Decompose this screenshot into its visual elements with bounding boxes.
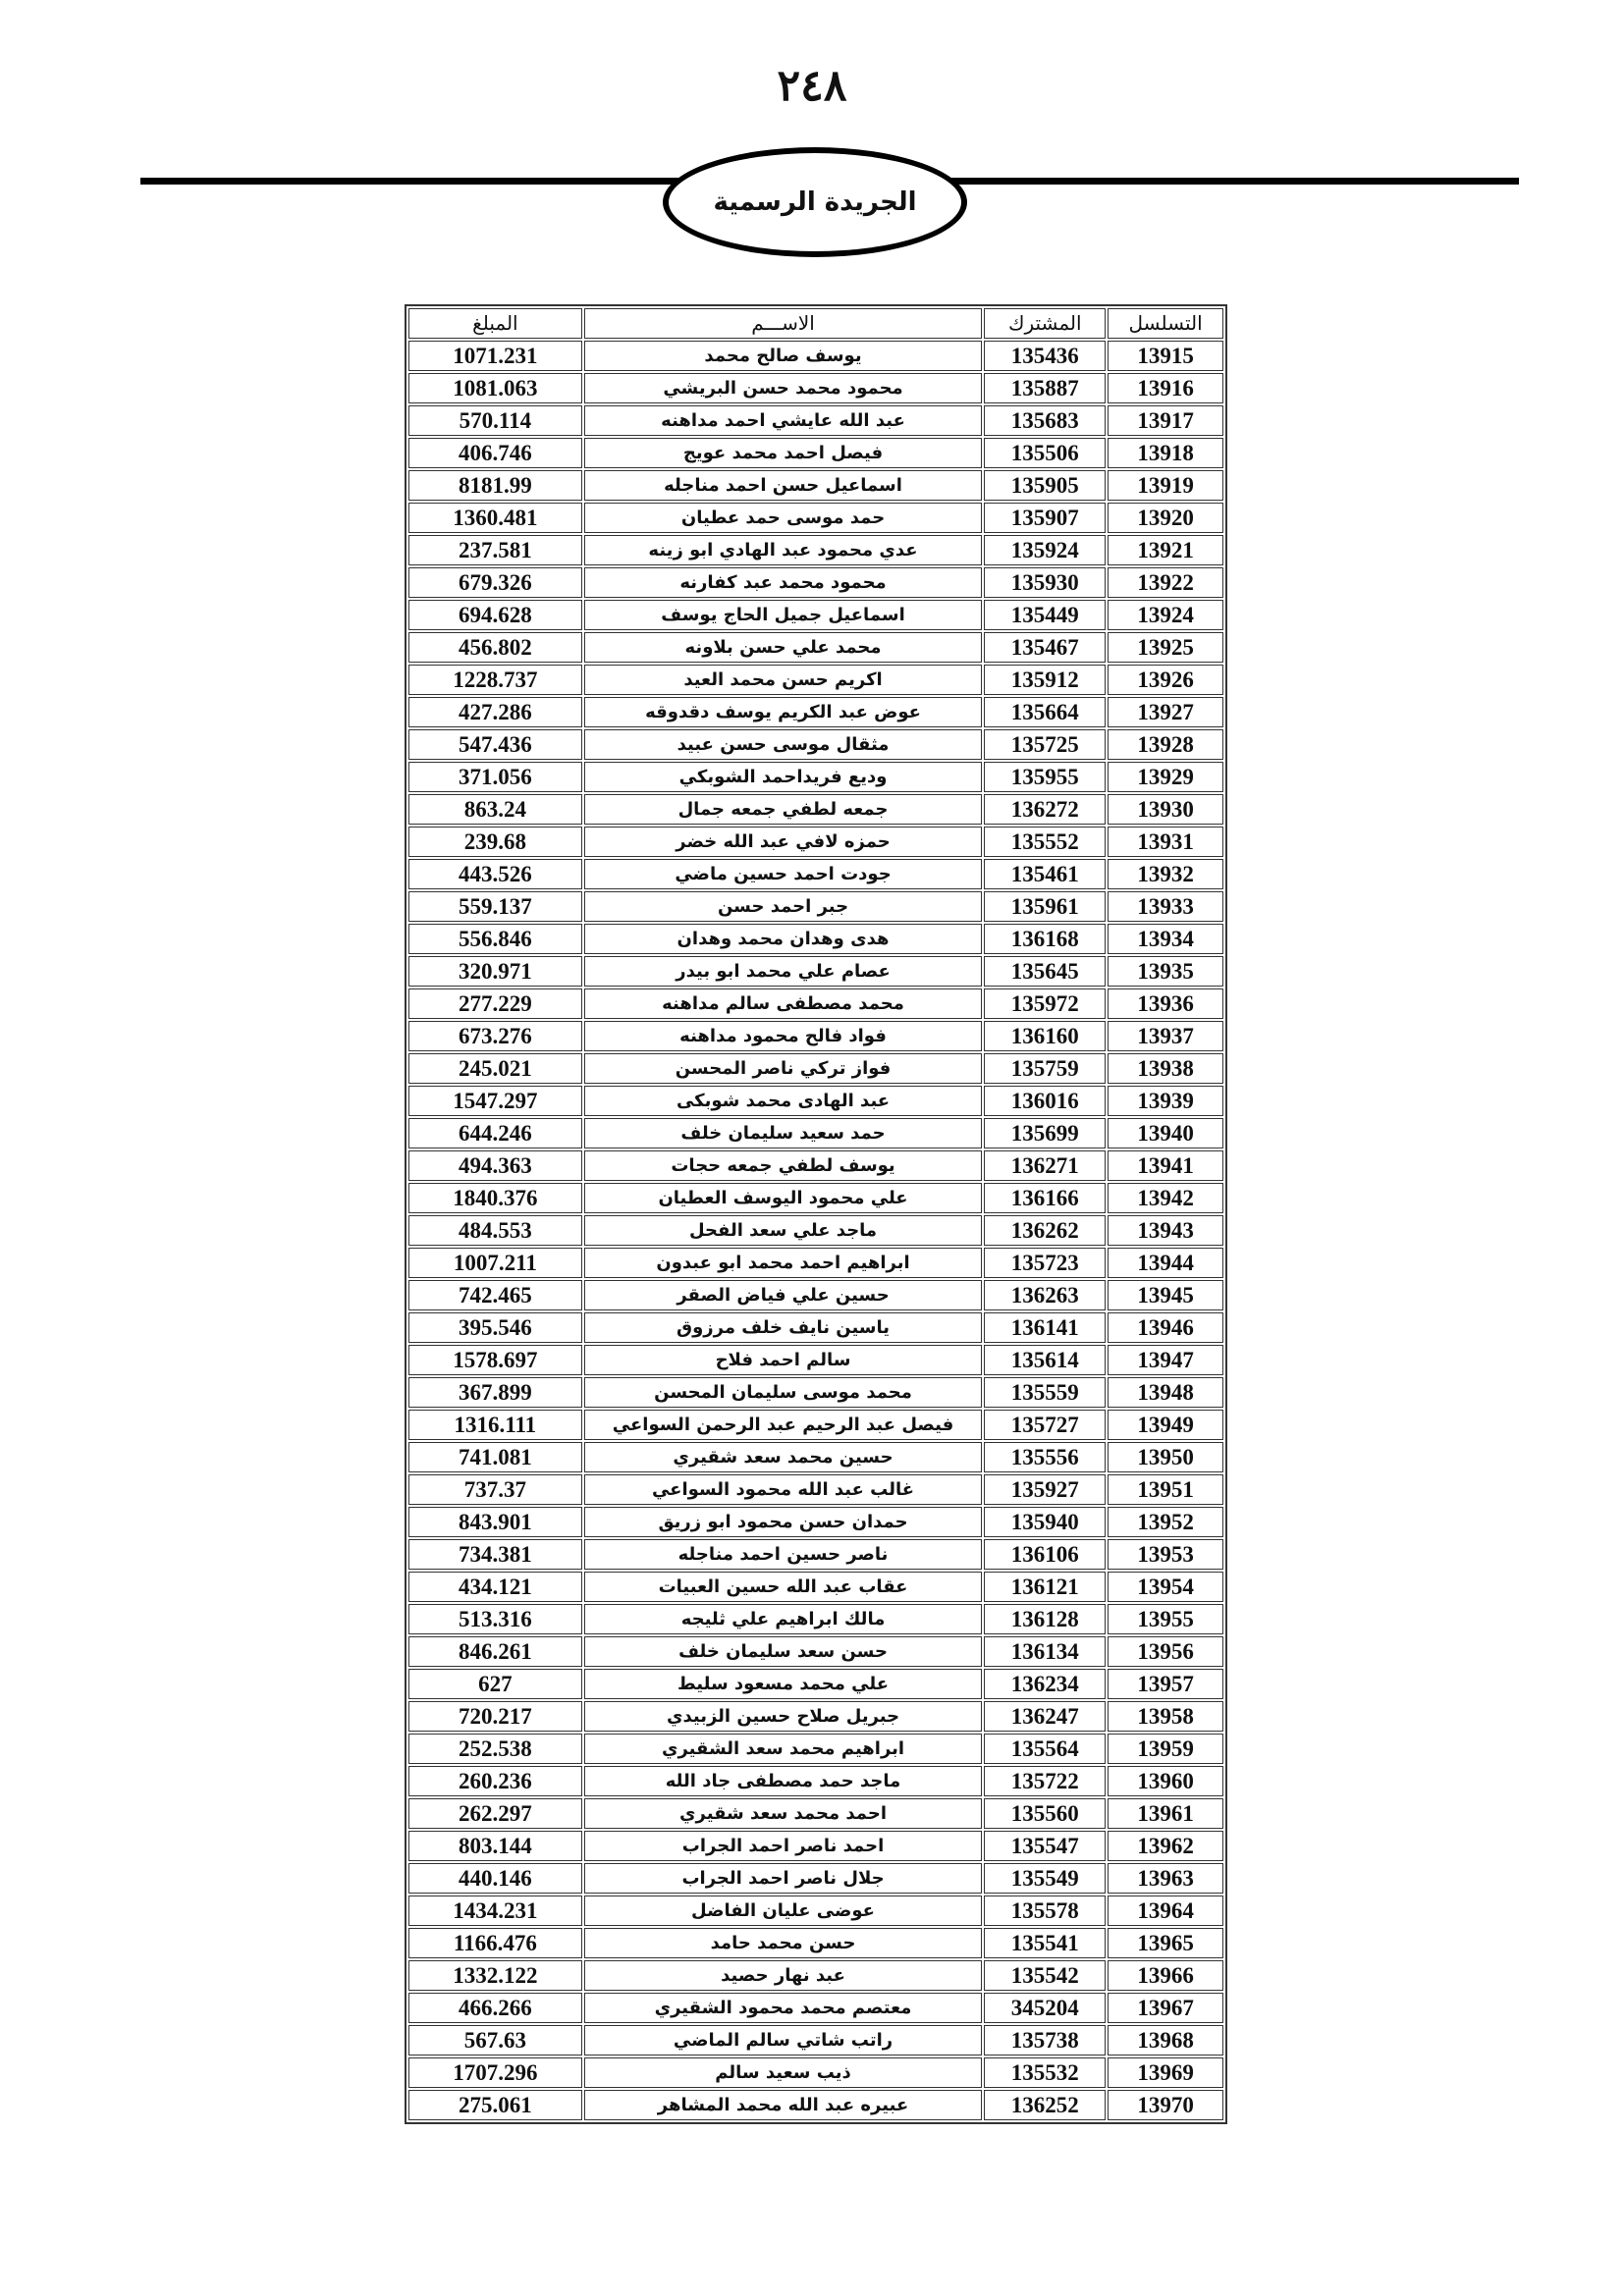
name-cell: عبيره عبد الله محمد المشاهر xyxy=(584,2090,983,2120)
name-cell: حمد سعيد سليمان خلف xyxy=(584,1118,983,1148)
amount-cell: 1228.737 xyxy=(408,665,582,695)
subscriber-cell: 135449 xyxy=(984,600,1106,630)
table-row xyxy=(408,956,1223,987)
amount-cell: 395.546 xyxy=(408,1312,582,1343)
name-cell: يوسف صالح محمد xyxy=(584,341,983,371)
table-row xyxy=(408,1053,1223,1084)
subscriber-cell: 136128 xyxy=(984,1604,1106,1634)
table-row xyxy=(408,2057,1223,2088)
subscriber-cell: 136263 xyxy=(984,1280,1106,1310)
table-row xyxy=(408,535,1223,565)
name-cell: جودت احمد حسين ماضي xyxy=(584,859,983,889)
name-cell: معتصم محمد محمود الشقيري xyxy=(584,1993,983,2023)
amount-cell: 627 xyxy=(408,1669,582,1699)
name-cell: علي محمد مسعود سليط xyxy=(584,1669,983,1699)
amount-cell: 720.217 xyxy=(408,1701,582,1732)
amount-cell: 694.628 xyxy=(408,600,582,630)
subscriber-cell: 135556 xyxy=(984,1442,1106,1472)
amount-cell: 673.276 xyxy=(408,1021,582,1051)
amount-cell: 484.553 xyxy=(408,1215,582,1246)
name-cell: حسن محمد حامد xyxy=(584,1928,983,1958)
name-cell: راتب شاتي سالم الماضي xyxy=(584,2025,983,2056)
subscriber-cell: 135506 xyxy=(984,438,1106,468)
table-row xyxy=(408,470,1223,501)
name-cell: جبر احمد حسن xyxy=(584,891,983,922)
serial-cell: 13950 xyxy=(1108,1442,1223,1472)
name-cell: جلال ناصر احمد الجراب xyxy=(584,1863,983,1894)
amount-cell: 1360.481 xyxy=(408,503,582,533)
table-row xyxy=(408,859,1223,889)
subscriber-cell: 135542 xyxy=(984,1960,1106,1991)
name-cell: حسين علي فياض الصقر xyxy=(584,1280,983,1310)
header-title: الجريدة الرسمية xyxy=(713,187,917,217)
table-row xyxy=(408,1248,1223,1278)
table-row xyxy=(408,341,1223,371)
serial-cell: 13968 xyxy=(1108,2025,1223,2056)
serial-cell: 13955 xyxy=(1108,1604,1223,1634)
table-row xyxy=(408,567,1223,598)
amount-cell: 427.286 xyxy=(408,697,582,727)
serial-cell: 13929 xyxy=(1108,762,1223,792)
serial-cell: 13946 xyxy=(1108,1312,1223,1343)
serial-cell: 13918 xyxy=(1108,438,1223,468)
amount-cell: 846.261 xyxy=(408,1636,582,1667)
name-cell: هدى وهدان محمد وهدان xyxy=(584,924,983,954)
serial-cell: 13952 xyxy=(1108,1507,1223,1537)
amount-cell: 239.68 xyxy=(408,827,582,857)
column-header-name: الاســـم xyxy=(584,308,983,339)
table-row xyxy=(408,1798,1223,1829)
amount-cell: 567.63 xyxy=(408,2025,582,2056)
table-row xyxy=(408,665,1223,695)
amount-cell: 737.37 xyxy=(408,1474,582,1505)
name-cell: عصام علي محمد ابو بيدر xyxy=(584,956,983,987)
subscriber-cell: 135614 xyxy=(984,1345,1106,1375)
name-cell: عوضى عليان الفاضل xyxy=(584,1896,983,1926)
name-cell: ذيب سعيد سالم xyxy=(584,2057,983,2088)
name-cell: فيصل احمد محمد عويج xyxy=(584,438,983,468)
subscriber-cell: 135683 xyxy=(984,405,1106,436)
serial-cell: 13942 xyxy=(1108,1183,1223,1213)
name-cell: حمزه لافي عبد الله خضر xyxy=(584,827,983,857)
table-row xyxy=(408,1636,1223,1667)
subscriber-cell: 135436 xyxy=(984,341,1106,371)
serial-cell: 13921 xyxy=(1108,535,1223,565)
name-cell: محمود محمد عبد كفارنه xyxy=(584,567,983,598)
subscriber-cell: 136247 xyxy=(984,1701,1106,1732)
header-oval xyxy=(663,147,967,257)
subscriber-cell: 136121 xyxy=(984,1572,1106,1602)
amount-cell: 1547.297 xyxy=(408,1086,582,1116)
amount-cell: 1434.231 xyxy=(408,1896,582,1926)
serial-cell: 13969 xyxy=(1108,2057,1223,2088)
serial-cell: 13933 xyxy=(1108,891,1223,922)
name-cell: غالب عبد الله محمود السواعي xyxy=(584,1474,983,1505)
table-row xyxy=(408,1572,1223,1602)
subscriber-cell: 135723 xyxy=(984,1248,1106,1278)
amount-cell: 371.056 xyxy=(408,762,582,792)
serial-cell: 13924 xyxy=(1108,600,1223,630)
table-row xyxy=(408,729,1223,760)
subscriber-cell: 135905 xyxy=(984,470,1106,501)
table-row xyxy=(408,1086,1223,1116)
table-row xyxy=(408,438,1223,468)
amount-cell: 466.266 xyxy=(408,1993,582,2023)
name-cell: عبد الله عايشي احمد مداهنه xyxy=(584,405,983,436)
serial-cell: 13970 xyxy=(1108,2090,1223,2120)
table-row xyxy=(408,924,1223,954)
serial-cell: 13932 xyxy=(1108,859,1223,889)
subscriber-cell: 135759 xyxy=(984,1053,1106,1084)
amount-cell: 367.899 xyxy=(408,1377,582,1408)
name-cell: ناصر حسين احمد مناجله xyxy=(584,1539,983,1570)
amount-cell: 679.326 xyxy=(408,567,582,598)
name-cell: فيصل عبد الرحيم عبد الرحمن السواعي xyxy=(584,1410,983,1440)
serial-cell: 13938 xyxy=(1108,1053,1223,1084)
serial-cell: 13944 xyxy=(1108,1248,1223,1278)
table-row xyxy=(408,503,1223,533)
subscriber-cell: 136168 xyxy=(984,924,1106,954)
name-cell: محمد موسى سليمان المحسن xyxy=(584,1377,983,1408)
serial-cell: 13957 xyxy=(1108,1669,1223,1699)
table-row xyxy=(408,405,1223,436)
subscriber-cell: 135722 xyxy=(984,1766,1106,1796)
table-row xyxy=(408,1669,1223,1699)
serial-cell: 13941 xyxy=(1108,1150,1223,1181)
serial-cell: 13928 xyxy=(1108,729,1223,760)
amount-cell: 252.538 xyxy=(408,1734,582,1764)
name-cell: مالك ابراهيم علي ثليجه xyxy=(584,1604,983,1634)
amount-cell: 556.846 xyxy=(408,924,582,954)
amount-cell: 1081.063 xyxy=(408,373,582,403)
serial-cell: 13954 xyxy=(1108,1572,1223,1602)
name-cell: اسماعيل جميل الحاج يوسف xyxy=(584,600,983,630)
subscriber-cell: 136262 xyxy=(984,1215,1106,1246)
table-row xyxy=(408,1021,1223,1051)
name-cell: حسين محمد سعد شقيري xyxy=(584,1442,983,1472)
subscriber-cell: 135907 xyxy=(984,503,1106,533)
serial-cell: 13939 xyxy=(1108,1086,1223,1116)
subscriber-cell: 345204 xyxy=(984,1993,1106,2023)
table-header-row xyxy=(408,308,1223,339)
amount-cell: 1840.376 xyxy=(408,1183,582,1213)
amount-cell: 559.137 xyxy=(408,891,582,922)
subscriber-cell: 135564 xyxy=(984,1734,1106,1764)
table-row xyxy=(408,1312,1223,1343)
serial-cell: 13951 xyxy=(1108,1474,1223,1505)
subscriber-cell: 135727 xyxy=(984,1410,1106,1440)
serial-cell: 13947 xyxy=(1108,1345,1223,1375)
amount-cell: 1071.231 xyxy=(408,341,582,371)
subscriber-cell: 135961 xyxy=(984,891,1106,922)
subscriber-cell: 135461 xyxy=(984,859,1106,889)
subscriber-cell: 135912 xyxy=(984,665,1106,695)
name-cell: جمعه لطفي جمعه جمال xyxy=(584,794,983,825)
subscriber-cell: 135645 xyxy=(984,956,1106,987)
amount-cell: 262.297 xyxy=(408,1798,582,1829)
serial-cell: 13936 xyxy=(1108,988,1223,1019)
serial-cell: 13917 xyxy=(1108,405,1223,436)
serial-cell: 13935 xyxy=(1108,956,1223,987)
serial-cell: 13960 xyxy=(1108,1766,1223,1796)
serial-cell: 13930 xyxy=(1108,794,1223,825)
name-cell: محمد مصطفى سالم مداهنه xyxy=(584,988,983,1019)
table-row xyxy=(408,1345,1223,1375)
serial-cell: 13943 xyxy=(1108,1215,1223,1246)
serial-cell: 13961 xyxy=(1108,1798,1223,1829)
name-cell: مثقال موسى حسن عبيد xyxy=(584,729,983,760)
serial-cell: 13937 xyxy=(1108,1021,1223,1051)
name-cell: ابراهيم احمد محمد ابو عبدون xyxy=(584,1248,983,1278)
subscriber-cell: 135699 xyxy=(984,1118,1106,1148)
name-cell: ماجد حمد مصطفى جاد الله xyxy=(584,1766,983,1796)
amount-cell: 275.061 xyxy=(408,2090,582,2120)
table-row xyxy=(408,827,1223,857)
table-row xyxy=(408,2025,1223,2056)
name-cell: اسماعيل حسن احمد مناجله xyxy=(584,470,983,501)
amount-cell: 320.971 xyxy=(408,956,582,987)
serial-cell: 13956 xyxy=(1108,1636,1223,1667)
subscriber-cell: 136234 xyxy=(984,1669,1106,1699)
subscriber-cell: 136016 xyxy=(984,1086,1106,1116)
name-cell: عبد الهادى محمد شوبكى xyxy=(584,1086,983,1116)
amount-cell: 843.901 xyxy=(408,1507,582,1537)
subscriber-cell: 135560 xyxy=(984,1798,1106,1829)
subscriber-cell: 135578 xyxy=(984,1896,1106,1926)
serial-cell: 13953 xyxy=(1108,1539,1223,1570)
name-cell: حمد موسى حمد عطيان xyxy=(584,503,983,533)
subscriber-cell: 135552 xyxy=(984,827,1106,857)
payments-table xyxy=(405,304,1227,2124)
subscriber-cell: 136166 xyxy=(984,1183,1106,1213)
table-row xyxy=(408,1280,1223,1310)
amount-cell: 443.526 xyxy=(408,859,582,889)
serial-cell: 13963 xyxy=(1108,1863,1223,1894)
name-cell: يوسف لطفي جمعه حجات xyxy=(584,1150,983,1181)
name-cell: محمد علي حسن بلاونه xyxy=(584,632,983,663)
subscriber-cell: 136252 xyxy=(984,2090,1106,2120)
table-row xyxy=(408,1474,1223,1505)
table-row xyxy=(408,600,1223,630)
amount-cell: 494.363 xyxy=(408,1150,582,1181)
table-row xyxy=(408,891,1223,922)
subscriber-cell: 135547 xyxy=(984,1831,1106,1861)
serial-cell: 13922 xyxy=(1108,567,1223,598)
table-row xyxy=(408,1507,1223,1537)
serial-cell: 13948 xyxy=(1108,1377,1223,1408)
serial-cell: 13931 xyxy=(1108,827,1223,857)
serial-cell: 13966 xyxy=(1108,1960,1223,1991)
table-row xyxy=(408,1701,1223,1732)
serial-cell: 13920 xyxy=(1108,503,1223,533)
serial-cell: 13915 xyxy=(1108,341,1223,371)
table-row xyxy=(408,1118,1223,1148)
serial-cell: 13958 xyxy=(1108,1701,1223,1732)
amount-cell: 237.581 xyxy=(408,535,582,565)
serial-cell: 13927 xyxy=(1108,697,1223,727)
table-row xyxy=(408,1215,1223,1246)
table-row xyxy=(408,1960,1223,1991)
subscriber-cell: 135664 xyxy=(984,697,1106,727)
name-cell: عدي محمود عبد الهادي ابو زينه xyxy=(584,535,983,565)
amount-cell: 644.246 xyxy=(408,1118,582,1148)
amount-cell: 734.381 xyxy=(408,1539,582,1570)
serial-cell: 13925 xyxy=(1108,632,1223,663)
serial-cell: 13964 xyxy=(1108,1896,1223,1926)
subscriber-cell: 135532 xyxy=(984,2057,1106,2088)
table-row xyxy=(408,1766,1223,1796)
table-row xyxy=(408,2090,1223,2120)
table-row xyxy=(408,373,1223,403)
name-cell: احمد محمد سعد شقيري xyxy=(584,1798,983,1829)
amount-cell: 440.146 xyxy=(408,1863,582,1894)
name-cell: وديع فريداحمد الشوبكي xyxy=(584,762,983,792)
serial-cell: 13959 xyxy=(1108,1734,1223,1764)
subscriber-cell: 135541 xyxy=(984,1928,1106,1958)
serial-cell: 13967 xyxy=(1108,1993,1223,2023)
table-row xyxy=(408,1442,1223,1472)
name-cell: ياسين نايف خلف مرزوق xyxy=(584,1312,983,1343)
amount-cell: 1578.697 xyxy=(408,1345,582,1375)
column-header-amount: المبلغ xyxy=(408,308,582,339)
subscriber-cell: 135725 xyxy=(984,729,1106,760)
serial-cell: 13919 xyxy=(1108,470,1223,501)
serial-cell: 13940 xyxy=(1108,1118,1223,1148)
name-cell: فواد فالح محمود مداهنه xyxy=(584,1021,983,1051)
amount-cell: 1007.211 xyxy=(408,1248,582,1278)
table-row xyxy=(408,1539,1223,1570)
table-row xyxy=(408,794,1223,825)
amount-cell: 1707.296 xyxy=(408,2057,582,2088)
amount-cell: 434.121 xyxy=(408,1572,582,1602)
amount-cell: 742.465 xyxy=(408,1280,582,1310)
name-cell: اكريم حسن محمد العيد xyxy=(584,665,983,695)
name-cell: عقاب عبد الله حسين العبيات xyxy=(584,1572,983,1602)
table-row xyxy=(408,1377,1223,1408)
subscriber-cell: 136271 xyxy=(984,1150,1106,1181)
page-number: ٢٤٨ xyxy=(777,61,847,111)
table-row xyxy=(408,1928,1223,1958)
serial-cell: 13926 xyxy=(1108,665,1223,695)
name-cell: ماجد علي سعد الفحل xyxy=(584,1215,983,1246)
serial-cell: 13934 xyxy=(1108,924,1223,954)
serial-cell: 13916 xyxy=(1108,373,1223,403)
subscriber-cell: 135955 xyxy=(984,762,1106,792)
name-cell: علي محمود اليوسف العطيان xyxy=(584,1183,983,1213)
name-cell: حسن سعد سليمان خلف xyxy=(584,1636,983,1667)
amount-cell: 803.144 xyxy=(408,1831,582,1861)
amount-cell: 8181.99 xyxy=(408,470,582,501)
table-row xyxy=(408,1410,1223,1440)
table-row xyxy=(408,1150,1223,1181)
table-row xyxy=(408,1896,1223,1926)
table-row xyxy=(408,1863,1223,1894)
amount-cell: 570.114 xyxy=(408,405,582,436)
subscriber-cell: 135738 xyxy=(984,2025,1106,2056)
subscriber-cell: 136160 xyxy=(984,1021,1106,1051)
subscriber-cell: 136141 xyxy=(984,1312,1106,1343)
table-row xyxy=(408,1831,1223,1861)
name-cell: عوض عبد الكريم يوسف دقدوقه xyxy=(584,697,983,727)
table-row xyxy=(408,697,1223,727)
table-row xyxy=(408,988,1223,1019)
table-row xyxy=(408,632,1223,663)
amount-cell: 245.021 xyxy=(408,1053,582,1084)
name-cell: عبد نهار حصيد xyxy=(584,1960,983,1991)
subscriber-cell: 135924 xyxy=(984,535,1106,565)
name-cell: حمدان حسن محمود ابو زريق xyxy=(584,1507,983,1537)
amount-cell: 513.316 xyxy=(408,1604,582,1634)
table-row xyxy=(408,1993,1223,2023)
name-cell: ابراهيم محمد سعد الشقيري xyxy=(584,1734,983,1764)
table-row xyxy=(408,1734,1223,1764)
name-cell: فواز تركي ناصر المحسن xyxy=(584,1053,983,1084)
table-row xyxy=(408,762,1223,792)
subscriber-cell: 135930 xyxy=(984,567,1106,598)
amount-cell: 260.236 xyxy=(408,1766,582,1796)
table-row xyxy=(408,1604,1223,1634)
subscriber-cell: 136134 xyxy=(984,1636,1106,1667)
amount-cell: 406.746 xyxy=(408,438,582,468)
serial-cell: 13949 xyxy=(1108,1410,1223,1440)
name-cell: سالم احمد فلاح xyxy=(584,1345,983,1375)
column-header-subscriber: المشترك xyxy=(984,308,1106,339)
serial-cell: 13965 xyxy=(1108,1928,1223,1958)
amount-cell: 277.229 xyxy=(408,988,582,1019)
subscriber-cell: 135940 xyxy=(984,1507,1106,1537)
serial-cell: 13945 xyxy=(1108,1280,1223,1310)
subscriber-cell: 135559 xyxy=(984,1377,1106,1408)
subscriber-cell: 136272 xyxy=(984,794,1106,825)
amount-cell: 1166.476 xyxy=(408,1928,582,1958)
serial-cell: 13962 xyxy=(1108,1831,1223,1861)
table-row xyxy=(408,1183,1223,1213)
subscriber-cell: 135549 xyxy=(984,1863,1106,1894)
amount-cell: 1332.122 xyxy=(408,1960,582,1991)
subscriber-cell: 135887 xyxy=(984,373,1106,403)
subscriber-cell: 135467 xyxy=(984,632,1106,663)
amount-cell: 1316.111 xyxy=(408,1410,582,1440)
amount-cell: 741.081 xyxy=(408,1442,582,1472)
subscriber-cell: 135927 xyxy=(984,1474,1106,1505)
amount-cell: 863.24 xyxy=(408,794,582,825)
name-cell: احمد ناصر احمد الجراب xyxy=(584,1831,983,1861)
subscriber-cell: 135972 xyxy=(984,988,1106,1019)
name-cell: محمود محمد حسن البريشي xyxy=(584,373,983,403)
amount-cell: 547.436 xyxy=(408,729,582,760)
subscriber-cell: 136106 xyxy=(984,1539,1106,1570)
column-header-serial: التسلسل xyxy=(1108,308,1223,339)
amount-cell: 456.802 xyxy=(408,632,582,663)
name-cell: جبريل صلاح حسين الزبيدي xyxy=(584,1701,983,1732)
